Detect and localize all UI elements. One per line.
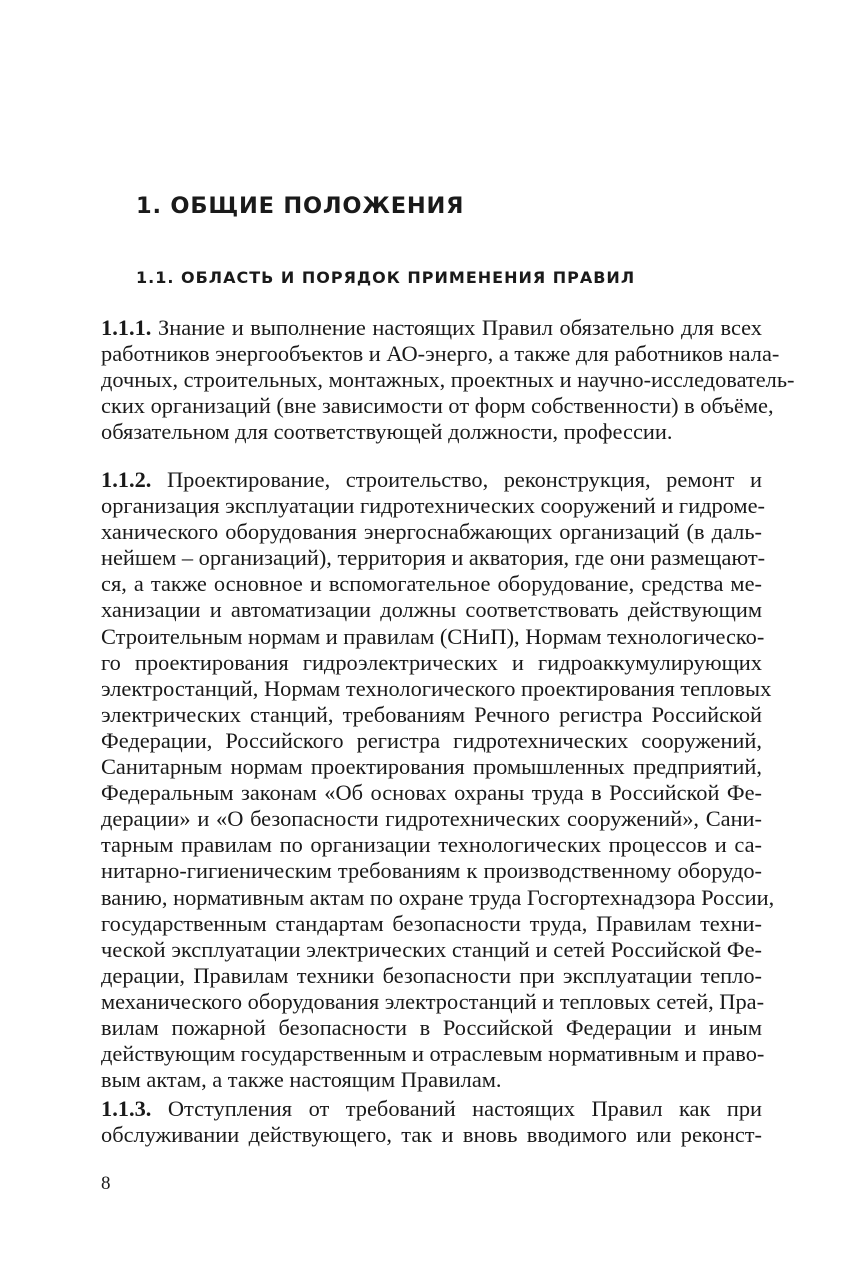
paragraph-line: го проектирования гидроэлектрических и гидроаккумулирующих xyxy=(101,649,762,675)
paragraph-line: организация эксплуатации гидротехнических сооружений и гидроме- xyxy=(101,493,765,519)
paragraph-1-1-2 xyxy=(101,467,775,1093)
paragraph-line: дерации» и «О безопасности гидротехнических сооружений», Сани- xyxy=(101,806,762,832)
paragraph-line: механического оборудования электростанций и тепловых сетей, Пра- xyxy=(101,988,765,1014)
paragraph-line: электрических станций, требованиям Речного регистра Российской xyxy=(101,701,762,727)
paragraph-line: 1.1.1. Знание и выполнение настоящих Правил обязательно для всех xyxy=(101,315,762,340)
paragraph-line: Федеральным законам «Об основах охраны труда в Российской Фе- xyxy=(101,780,762,806)
paragraph-number: 1.1.1. xyxy=(101,315,152,340)
paragraph-line: тарным правилам по организации технологических процессов и са- xyxy=(101,832,762,858)
paragraph-line: государственным стандартам безопасности труда, Правилам техни- xyxy=(101,910,762,936)
paragraph-line: ческой эксплуатации электрических станций и сетей Российской Фе- xyxy=(101,936,762,962)
paragraph-line: дочных, строительных, монтажных, проектных и научно-исследователь- xyxy=(101,367,795,393)
paragraph-line: нейшем – организаций), территория и акватория, где они размещают- xyxy=(101,545,766,571)
paragraph-line: вым актам, а также настоящим Правилам. xyxy=(101,1067,502,1093)
paragraph-line: ся, а также основное и вспомогательное оборудование, средства ме- xyxy=(101,571,762,597)
paragraph-line: электростанций, Нормам технологического проектирования тепловых xyxy=(101,675,772,701)
page-number: 8 xyxy=(101,1173,111,1194)
paragraph-number: 1.1.2. xyxy=(101,467,152,492)
paragraph-line: 1.1.2. Проектирование, строительство, реконструкция, ремонт и xyxy=(101,467,762,492)
paragraph-line: ханического оборудования энергоснабжающих организаций (в даль- xyxy=(101,519,762,545)
paragraph-line: обслуживании действующего, так и вновь вводимого или реконст- xyxy=(101,1122,762,1148)
paragraph-line: ских организаций (вне зависимости от форм собственности) в объёме, xyxy=(101,393,774,419)
paragraph-line: Санитарным нормам проектирования промышленных предприятий, xyxy=(101,754,762,780)
paragraph-line: ханизации и автоматизации должны соответствовать действующим xyxy=(101,597,762,623)
paragraph-line: дерации, Правилам техники безопасности при эксплуатации тепло- xyxy=(101,962,762,988)
paragraph-line: 1.1.3. Отступления от требований настоящих Правил как при xyxy=(101,1096,762,1121)
paragraph-1-1-3 xyxy=(101,1096,762,1148)
paragraph-line: нитарно-гигиеническим требованиям к производственному оборудо- xyxy=(101,858,762,884)
section-heading: 1.1. ОБЛАСТЬ И ПОРЯДОК ПРИМЕНЕНИЯ ПРАВИЛ xyxy=(136,268,636,287)
paragraph-line: вилам пожарной безопасности в Российской Федерации и иным xyxy=(101,1014,762,1040)
paragraph-1-1-1 xyxy=(101,315,795,445)
paragraph-line: работников энергообъектов и АО-энерго, а также для работников нала- xyxy=(101,341,780,367)
paragraph-line: Федерации, Российского регистра гидротехнических сооружений, xyxy=(101,727,762,753)
paragraph-line: действующим государственным и отраслевым нормативным и право- xyxy=(101,1041,765,1067)
chapter-heading: 1. ОБЩИЕ ПОЛОЖЕНИЯ xyxy=(136,193,465,219)
paragraph-number: 1.1.3. xyxy=(101,1096,152,1121)
paragraph-line: ванию, нормативным актам по охране труда Госгортехнадзора России, xyxy=(101,884,775,910)
paragraph-line: обязательном для соответствующей должности, профессии. xyxy=(101,419,673,445)
paragraph-line: Строительным нормам и правилам (СНиП), Нормам технологическо- xyxy=(101,623,765,649)
